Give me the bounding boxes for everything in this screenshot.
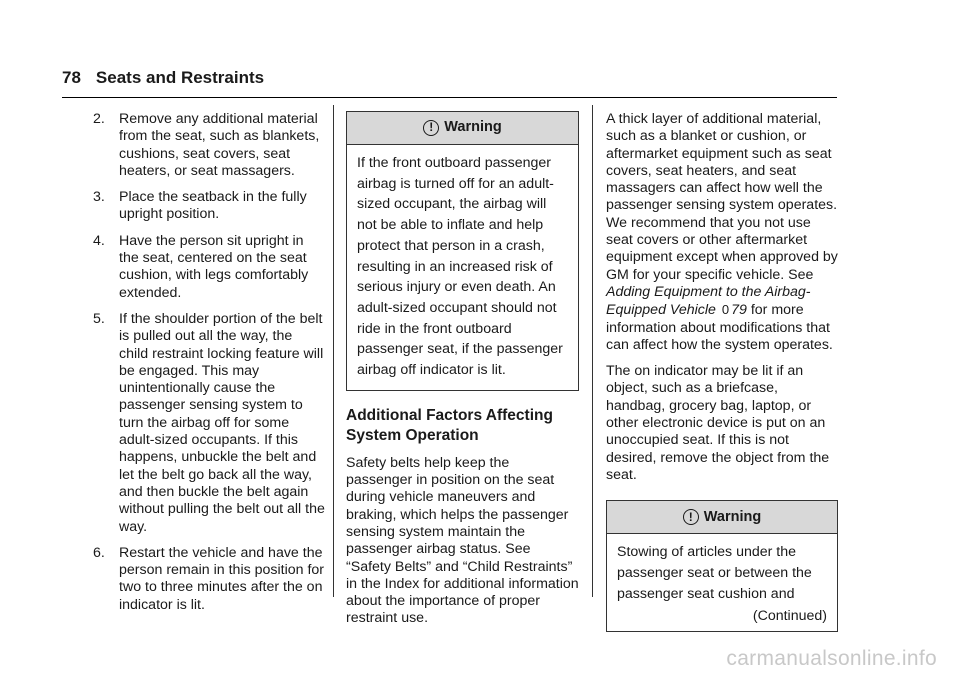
warning-text: Stowing of articles under the passenger seat or between the passenger seat cushion and (Continued) (607, 534, 837, 631)
warning-title: Warning (703, 508, 762, 525)
column-2 (346, 111, 579, 637)
paragraph: Safety belts help keep the passenger in position on the seat during vehicle maneuvers and braking, which helps the passenger sensing system maintain the passenger airbag status. See “Safety Belts” and “Child Restraints” in the Index for additional information about the importance of proper restraint use. (346, 454, 579, 627)
list-item: 6. Restart the vehicle and have the person remain in this position for two to three minutes after the on indicator is lit. (93, 544, 325, 613)
watermark: carmanualsonline.info (726, 647, 937, 670)
cross-reference-link[interactable]: Adding Equipment to the Airbag-Equipped Vehicle 0 79 (606, 283, 811, 319)
list-item: 4. Have the person sit upright in the seat, centered on the seat cushion, with legs comfortably extended. (93, 232, 309, 301)
warning-icon: ! (683, 509, 699, 525)
page-header (62, 68, 264, 88)
paragraph: A thick layer of additional material, such as a blanket or cushion, or aftermarket equipment such as seat covers, seat heaters, and seat massagers can affect how well the passenger sensing system operates. We recommend that you not use seat covers or other aftermarket equipment except when approved by GM for your specific vehicle. See Adding Equipment to the Airbag-Equipped Vehicle 0 79 for more information about modifications that can affect how the system operates. (606, 111, 838, 353)
steps-list (93, 111, 325, 614)
warning-text: If the front outboard passenger airbag is turned off for an adult-sized occupant, the airbag will not be able to inflate and help protect that person in a crash, resulting in an increased risk of serious injury or even death. An adult-sized occupant should not ride in the front outboard passenger seat, if the passenger airbag off indicator is lit. (357, 155, 563, 379)
subsection-title: Additional Factors Affecting System Operation (346, 406, 553, 444)
section-title: Seats and Restraints (95, 68, 265, 87)
column-divider (333, 105, 334, 597)
warning-header (607, 501, 837, 534)
warning-box (346, 111, 579, 391)
column-1 (93, 111, 325, 623)
list-item: 3. Place the seatback in the fully upright position. (93, 189, 307, 223)
warning-icon: ! (423, 120, 439, 136)
list-item: 5. If the shoulder portion of the belt is pulled out all the way, the child restraint locking feature will be engaged. This may unintentionally cause the passenger sensing system to turn the airbag off for some adult-sized occupants. If this happens, unbuckle the belt and let the belt go back all the way, and then buckle the belt again without pulling the belt out all the way. (93, 310, 325, 535)
column-3 (606, 111, 838, 632)
warning-title: Warning (444, 119, 502, 136)
page-reference-icon: 0 (721, 302, 730, 318)
list-item: 2. Remove any additional material from the seat, such as blankets, cushions, seat covers, seat heaters, or seat massagers. (93, 111, 320, 179)
column-divider (592, 105, 593, 597)
paragraph: The on indicator may be lit if an object, such as a briefcase, handbag, grocery bag, laptop, or other electronic device is put on an unoccupied seat. If this is not desired, remove the object from the seat. (606, 363, 830, 483)
warning-header (347, 112, 578, 145)
warning-box (606, 500, 838, 632)
continued-label: (Continued) (752, 608, 827, 625)
page-number: 78 (62, 68, 81, 87)
header-rule (62, 97, 837, 98)
